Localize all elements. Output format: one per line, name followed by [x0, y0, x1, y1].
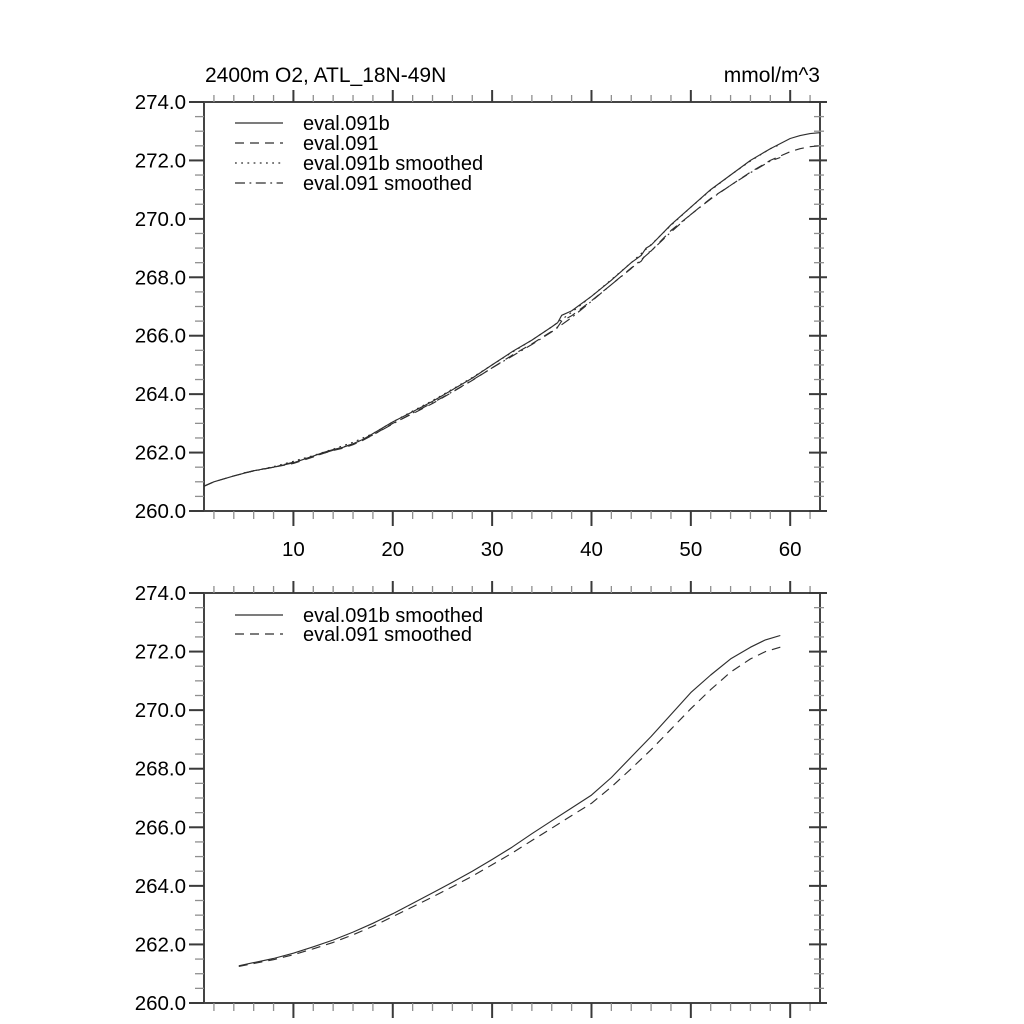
y-tick-label: 266.0: [134, 324, 186, 348]
y-tick-label: 268.0: [134, 757, 186, 781]
legend-label: eval.091b smoothed: [303, 605, 484, 627]
y-tick-label: 262.0: [134, 441, 186, 465]
series-solid: [239, 636, 781, 966]
y-tick-label: 260.0: [134, 500, 186, 523]
x-tick-label: 10: [282, 538, 305, 561]
plot-frame-panel-1: [204, 593, 820, 1003]
x-tick-label: 60: [778, 538, 802, 561]
legend-label: eval.091 smoothed: [303, 624, 473, 646]
y-tick-label: 274.0: [134, 582, 186, 605]
legend-label: eval.091b: [303, 113, 390, 135]
series-dashdot: [244, 158, 781, 474]
legend-label: eval.091b smoothed: [303, 153, 484, 175]
legend-label: eval.091 smoothed: [303, 173, 473, 195]
series-dashed: [204, 146, 820, 486]
panel-title: 2400m O2, ATL_18N-49N: [205, 64, 447, 87]
y-tick-label: 274.0: [134, 91, 186, 114]
y-tick-label: 264.0: [134, 383, 186, 407]
plot-frame-panel-0: [204, 102, 820, 511]
y-tick-label: 268.0: [134, 266, 186, 290]
legend-label: eval.091: [303, 133, 379, 155]
y-tick-label: 270.0: [134, 699, 186, 723]
x-tick-label: 30: [480, 538, 504, 561]
y-tick-label: 266.0: [134, 816, 186, 840]
series-solid: [204, 133, 820, 487]
y-tick-label: 262.0: [134, 933, 186, 957]
x-tick-label: 40: [580, 538, 603, 561]
series-dashed: [239, 647, 781, 966]
y-tick-label: 270.0: [134, 207, 186, 231]
y-tick-label: 260.0: [134, 992, 186, 1015]
y-tick-label: 272.0: [134, 149, 186, 173]
y-tick-label: 264.0: [134, 874, 186, 898]
y-tick-label: 272.0: [134, 640, 186, 664]
x-tick-label: 20: [381, 538, 405, 561]
x-tick-label: 50: [679, 538, 703, 561]
panel-units-label: mmol/m^3: [723, 64, 820, 87]
